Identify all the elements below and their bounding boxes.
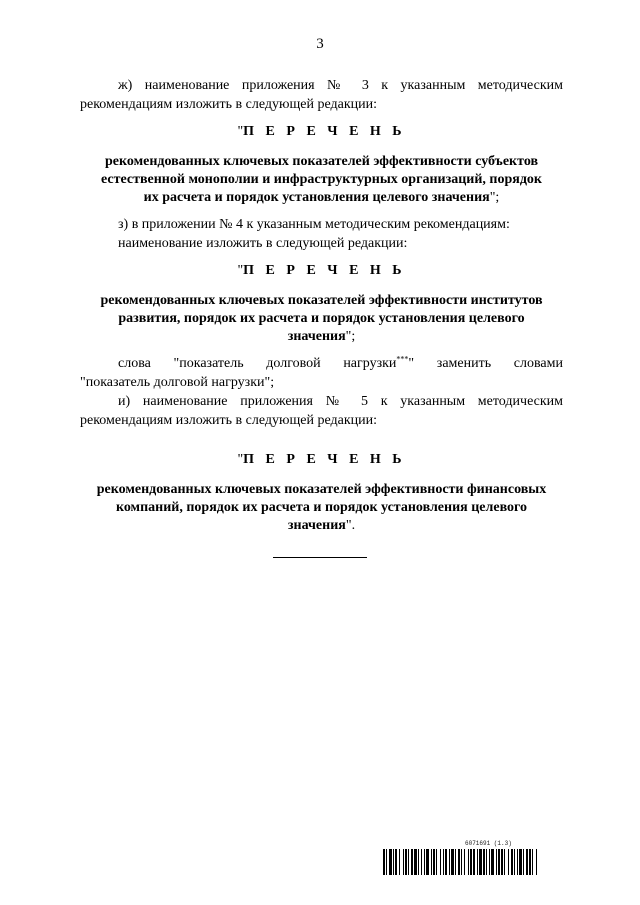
heading-open-quote: " xyxy=(237,452,244,467)
title-2-tail: "; xyxy=(345,329,356,344)
title-3-line-3-text: значения xyxy=(287,518,346,533)
barcode xyxy=(383,840,589,880)
heading-perechen-1 xyxy=(80,122,563,141)
heading-perechen-2 xyxy=(80,261,563,280)
paragraph-zh-line-1: ж) наименование приложения № 3 к указанным методическим xyxy=(118,78,563,93)
document-body xyxy=(80,76,563,535)
footnote-marker: *** xyxy=(396,354,409,364)
title-1-line-3 xyxy=(80,189,563,207)
title-2-line-3 xyxy=(80,328,563,346)
paragraph-i-line-1: и) наименование приложения № 5 к указанным методическим xyxy=(118,394,563,409)
end-separator-line xyxy=(273,557,367,558)
barcode-bars xyxy=(383,849,589,875)
heading-word: П Е Р Е Ч Е Н Ь xyxy=(243,124,406,139)
title-3-line-2: компаний, порядок их расчета и порядок установления целевого xyxy=(115,500,528,515)
title-1-tail: "; xyxy=(489,190,500,205)
paragraph-i-line-2: рекомендациям изложить в следующей редакции: xyxy=(80,413,377,428)
paragraph-z-line-2: наименование изложить в следующей редакции: xyxy=(118,236,408,251)
heading-open-quote: " xyxy=(237,124,244,139)
title-1-line-2: естественной монополии и инфраструктурных организаций, порядок xyxy=(101,172,542,187)
title-3-line-3 xyxy=(80,517,563,535)
list-title-3 xyxy=(80,481,563,535)
title-3-line-1: рекомендованных ключевых показателей эффективности финансовых xyxy=(96,482,547,497)
paragraph-z-line-1: з) в приложении № 4 к указанным методическим рекомендациям: xyxy=(118,217,510,232)
title-2-line-3-text: значения xyxy=(287,329,346,344)
title-1-line-3-text: их расчета и порядок установления целевого значения xyxy=(143,190,490,205)
paragraph-zh-line-2: рекомендациям изложить в следующей редакции: xyxy=(80,97,377,112)
heading-open-quote: " xyxy=(237,263,244,278)
heading-word: П Е Р Е Ч Е Н Ь xyxy=(243,452,406,467)
page-number: 3 xyxy=(316,36,324,52)
title-2-line-1: рекомендованных ключевых показателей эффективности институтов xyxy=(100,293,543,308)
title-3-tail: ". xyxy=(345,518,356,533)
title-1-line-1: рекомендованных ключевых показателей эффективности субъектов xyxy=(104,154,539,169)
paragraph-slova-line-1 xyxy=(80,354,563,373)
slova-part-1: слова "показатель долговой нагрузки xyxy=(118,356,397,371)
heading-word: П Е Р Е Ч Е Н Ь xyxy=(243,263,406,278)
paragraph-slova-line-2: "показатель долговой нагрузки"; xyxy=(80,375,275,390)
slova-part-2: " заменить словами xyxy=(408,356,563,371)
barcode-caption: 6071691 (1.3) xyxy=(465,840,512,847)
title-2-line-2: развития, порядок их расчета и порядок установления целевого xyxy=(118,311,525,326)
list-title-1 xyxy=(80,153,563,207)
list-title-2 xyxy=(80,292,563,346)
heading-perechen-3 xyxy=(80,450,563,469)
